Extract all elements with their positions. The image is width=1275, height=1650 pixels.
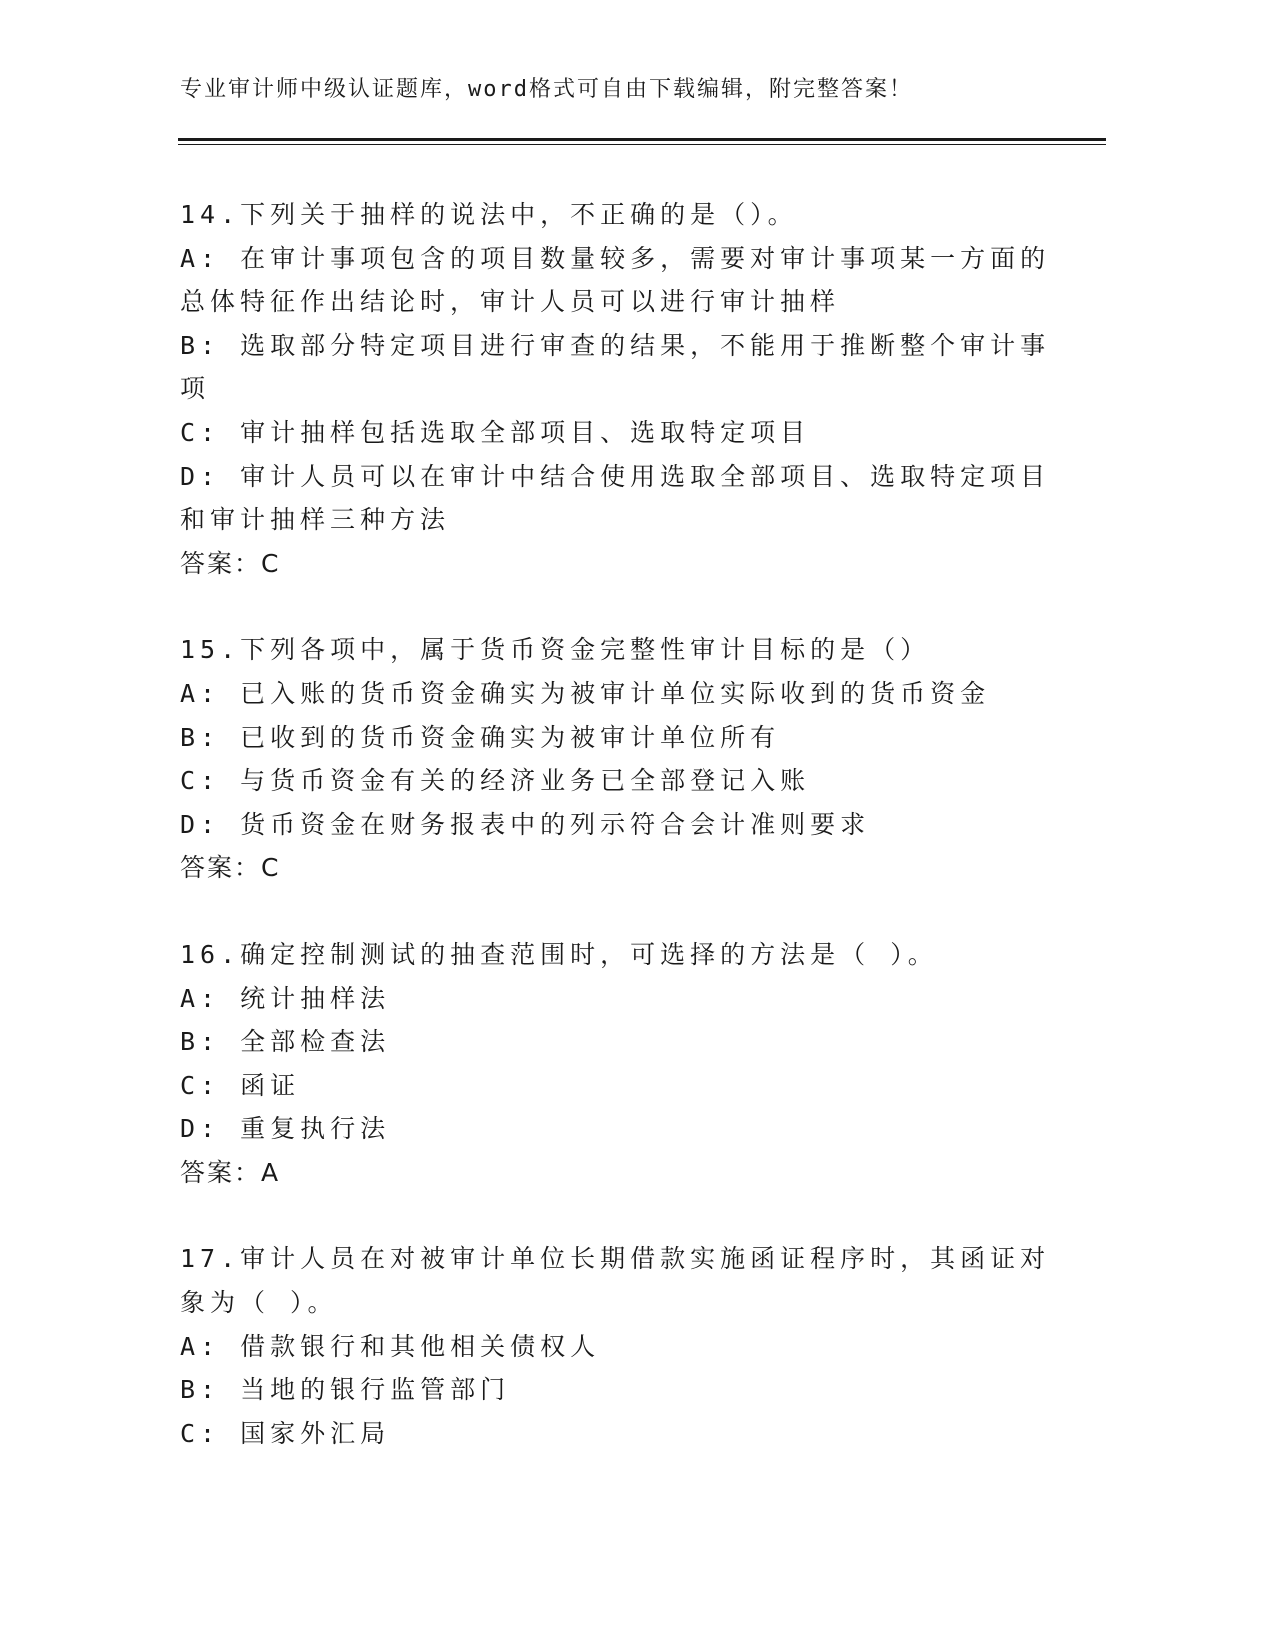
question-16 xyxy=(180,933,1080,1195)
answer-label: 答案： xyxy=(180,548,262,578)
answer-line xyxy=(180,1151,1080,1195)
option-text: 在审计事项包含的项目数量较多，需要对审计事项某一方面的总体特征作出结论时，审计人员可以进行审计抽样 xyxy=(180,243,1051,317)
option-a xyxy=(180,1325,1080,1369)
question-17 xyxy=(180,1237,1080,1455)
option-text: 审计抽样包括选取全部项目、选取特定项目 xyxy=(220,417,811,447)
option-letter: A: xyxy=(180,678,221,708)
option-text: 借款银行和其他相关债权人 xyxy=(220,1331,601,1361)
option-d xyxy=(180,803,1080,847)
option-text: 已收到的货币资金确实为被审计单位所有 xyxy=(220,722,781,752)
option-text: 统计抽样法 xyxy=(220,983,391,1013)
option-text: 选取部分特定项目进行审查的结果，不能用于推断整个审计事项 xyxy=(180,330,1051,404)
question-text: 下列关于抽样的说法中，不正确的是（）。 xyxy=(240,200,798,229)
question-15 xyxy=(180,628,1080,890)
option-text: 审计人员可以在审计中结合使用选取全部项目、选取特定项目和审计抽样三种方法 xyxy=(180,461,1051,535)
option-letter: A: xyxy=(180,1331,221,1361)
option-d xyxy=(180,1107,1080,1151)
option-letter: C: xyxy=(180,766,221,796)
answer-line xyxy=(180,846,1080,890)
option-letter: C: xyxy=(180,1070,221,1100)
option-c xyxy=(180,411,1080,455)
option-letter: C: xyxy=(180,1418,221,1448)
option-letter: D: xyxy=(180,1114,221,1144)
question-stem xyxy=(180,628,1080,672)
option-text: 货币资金在财务报表中的列示符合会计准则要求 xyxy=(220,809,871,839)
question-text: 下列各项中，属于货币资金完整性审计目标的是（） xyxy=(240,635,931,665)
option-letter: B: xyxy=(180,1375,221,1405)
option-text: 已入账的货币资金确实为被审计单位实际收到的货币资金 xyxy=(220,678,991,708)
option-b xyxy=(180,1020,1080,1064)
page-header-text: 专业审计师中级认证题库，word格式可自由下载编辑，附完整答案！ xyxy=(180,77,913,102)
option-letter: D: xyxy=(180,809,221,839)
question-text: 审计人员在对被审计单位长期借款实施函证程序时，其函证对象为（ ）。 xyxy=(180,1244,1051,1318)
option-b xyxy=(180,1368,1080,1412)
option-b xyxy=(180,716,1080,760)
option-b xyxy=(180,324,1080,411)
answer-value: C xyxy=(261,548,281,578)
answer-label: 答案： xyxy=(180,1157,262,1187)
question-number: 14. xyxy=(180,200,241,229)
answer-line xyxy=(180,542,1080,586)
question-number: 16. xyxy=(180,939,241,969)
option-letter: B: xyxy=(180,1027,221,1057)
option-letter: D: xyxy=(180,461,221,491)
option-text: 全部检查法 xyxy=(220,1027,391,1057)
option-a xyxy=(180,977,1080,1021)
option-c xyxy=(180,1064,1080,1108)
header-rule-thick xyxy=(178,138,1106,141)
answer-value: C xyxy=(261,853,281,883)
question-14 xyxy=(180,193,1080,585)
option-text: 与货币资金有关的经济业务已全部登记入账 xyxy=(220,766,811,796)
question-stem xyxy=(180,1237,1080,1324)
question-text: 确定控制测试的抽查范围时，可选择的方法是（ ）。 xyxy=(240,939,938,969)
option-letter: B: xyxy=(180,722,221,752)
question-number: 17. xyxy=(180,1244,241,1274)
option-text: 国家外汇局 xyxy=(220,1418,391,1448)
option-text: 重复执行法 xyxy=(220,1114,391,1144)
answer-value: A xyxy=(261,1157,281,1187)
option-text: 当地的银行监管部门 xyxy=(220,1375,511,1405)
option-letter: C: xyxy=(180,417,221,447)
question-number: 15. xyxy=(180,635,241,665)
option-letter: A: xyxy=(180,983,221,1013)
answer-label: 答案： xyxy=(180,853,262,883)
option-letter: B: xyxy=(180,330,221,360)
option-text: 函证 xyxy=(220,1070,301,1100)
option-d xyxy=(180,455,1080,542)
question-stem xyxy=(180,933,1080,977)
question-stem xyxy=(180,193,1080,237)
option-a xyxy=(180,672,1080,716)
question-list xyxy=(180,193,1080,1498)
option-c xyxy=(180,1412,1080,1456)
option-letter: A: xyxy=(180,243,221,273)
header-rule-thin xyxy=(178,144,1106,145)
option-c xyxy=(180,759,1080,803)
option-a xyxy=(180,237,1080,324)
